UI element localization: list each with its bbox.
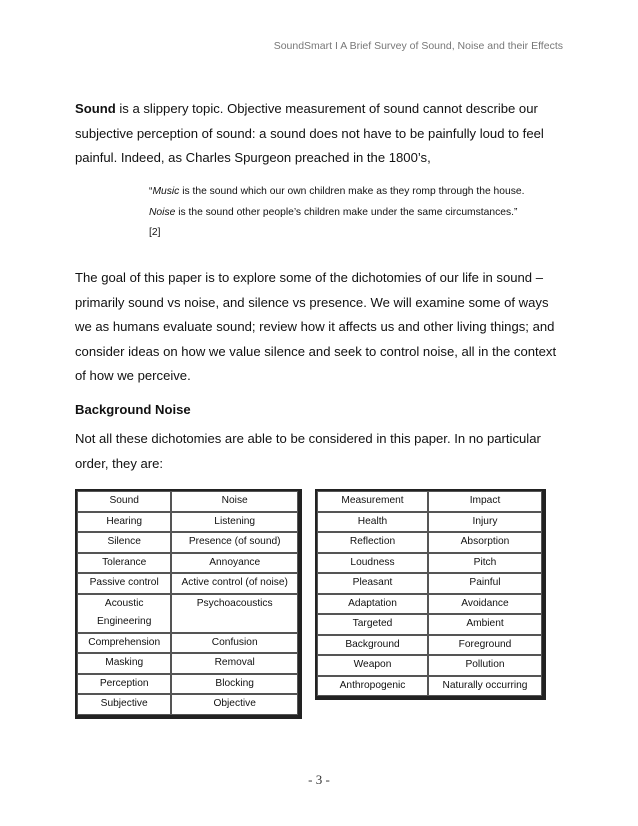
table-cell: Pitch (428, 553, 542, 574)
quote-part2: is the sound other people’s children make under the same circumstances.” [2] (149, 206, 518, 238)
table-cell: Comprehension (77, 633, 171, 654)
table-row (317, 491, 542, 512)
table-row (317, 512, 542, 533)
table-cell: Subjective (77, 694, 171, 715)
table-row (77, 653, 298, 674)
table-row (77, 553, 298, 574)
table-cell: Ambient (428, 614, 542, 635)
quote-noise-term: Noise (149, 206, 176, 218)
dichotomy-table-left (75, 489, 302, 719)
table-cell: Painful (428, 573, 542, 594)
table-cell: Anthropogenic (317, 676, 428, 697)
quote-music-term: Music (152, 186, 180, 197)
table-cell: Naturally occurring (428, 676, 542, 697)
table-row (317, 614, 542, 635)
table-row (77, 633, 298, 654)
table-cell: Hearing (77, 512, 171, 533)
quote-part1: is the sound which our own children make as they romp through the house. (179, 186, 525, 197)
table-cell: Pleasant (317, 573, 428, 594)
table-row (77, 491, 298, 512)
table-cell: Sound (77, 491, 171, 512)
intro-bold-term: Sound (75, 101, 116, 116)
running-header: SoundSmart I A Brief Survey of Sound, Noise and their Effects (273, 40, 563, 52)
table-cell: Active control (of noise) (171, 573, 298, 594)
table-cell: Foreground (428, 635, 542, 656)
table-row (77, 532, 298, 553)
table-row (317, 635, 542, 656)
table-cell: Tolerance (77, 553, 171, 574)
table-cell: Targeted (317, 614, 428, 635)
table-cell: Masking (77, 653, 171, 674)
table-cell: Reflection (317, 532, 428, 553)
dichotomy-table-right (315, 489, 546, 700)
table-cell: Pollution (428, 655, 542, 676)
section-heading: Background Noise (75, 402, 191, 417)
table-row (317, 594, 542, 615)
table-cell: Measurement (317, 491, 428, 512)
table-cell: Presence (of sound) (171, 532, 298, 553)
table-row (317, 573, 542, 594)
intro-text: is a slippery topic. Objective measurement of sound cannot describe our subjective perception of sound: a sound does not have to be painfully loud to feel painful. Indeed, as Charles Spurgeon preached in the 1800’s, (75, 101, 544, 166)
page-number: - 3 - (308, 772, 330, 787)
table-cell: Absorption (428, 532, 542, 553)
table-row (317, 676, 542, 697)
table-cell: Silence (77, 532, 171, 553)
table-row (317, 553, 542, 574)
table-cell: Background (317, 635, 428, 656)
intro-paragraph (75, 97, 565, 171)
table-row (77, 512, 298, 533)
table-cell: Removal (171, 653, 298, 674)
table-cell: Passive control (77, 573, 171, 594)
table-cell: Weapon (317, 655, 428, 676)
table-cell: Adaptation (317, 594, 428, 615)
table-cell: Loudness (317, 553, 428, 574)
spurgeon-quote (149, 182, 529, 244)
table-cell: Annoyance (171, 553, 298, 574)
table-row (77, 694, 298, 715)
table-cell: Objective (171, 694, 298, 715)
goal-paragraph: The goal of this paper is to explore some of the dichotomies of our life in sound – primarily sound vs noise, and silence vs presence. We will examine some of ways we as humans evaluate sound; review how it affects us and other living things; and consider ideas on how we value silence and seek to control noise, all in the context of how we perceive. (75, 270, 557, 384)
table-row (77, 594, 298, 633)
table-cell: Injury (428, 512, 542, 533)
table-cell: Health (317, 512, 428, 533)
table-row (77, 674, 298, 695)
table-cell: Impact (428, 491, 542, 512)
quote-open-mark: “ (149, 186, 153, 197)
table-cell: Avoidance (428, 594, 542, 615)
table-cell: Listening (171, 512, 298, 533)
table-cell: Psychoacoustics (171, 594, 298, 633)
table-cell: Acoustic Engineering (77, 594, 171, 633)
table-cell: Blocking (171, 674, 298, 695)
table-row (77, 573, 298, 594)
table-row (317, 655, 542, 676)
table-cell: Perception (77, 674, 171, 695)
table-row (317, 532, 542, 553)
table-cell: Noise (171, 491, 298, 512)
section-paragraph: Not all these dichotomies are able to be considered in this paper. In no particular order, they are: (75, 431, 541, 471)
table-cell: Confusion (171, 633, 298, 654)
